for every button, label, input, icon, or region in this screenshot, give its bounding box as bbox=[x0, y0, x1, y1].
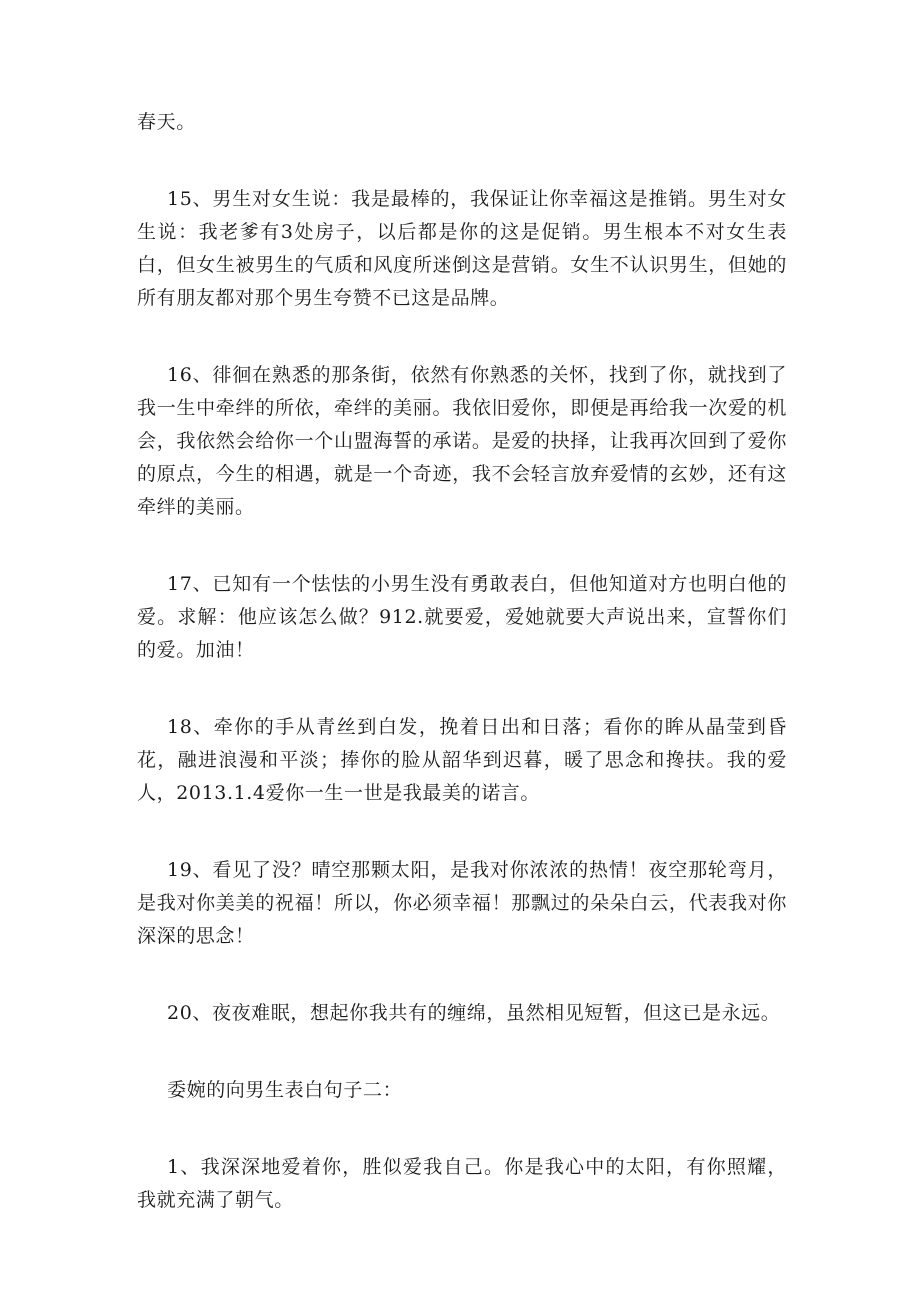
paragraph-continuation: 春天。 bbox=[137, 111, 196, 133]
paragraph-15: 15、男生对女生说：我是最棒的，我保证让你幸福这是推销。男生对女生说：我老爹有3处房子，以后都是你的这是促销。男生根本不对女生表白，但女生被男生的气质和风度所迷倒这是营销。女生不认识男生，但她的所有朋友都对那个男生夸赞不已这是品牌。 bbox=[137, 188, 787, 309]
paragraph-20: 20、夜夜难眠，想起你我共有的缠绵，虽然相见短暂，但这已是永远。 bbox=[167, 1002, 781, 1024]
section-heading: 委婉的向男生表白句子二： bbox=[167, 1079, 403, 1101]
paragraph-17: 17、已知有一个怯怯的小男生没有勇敢表白，但他知道对方也明白他的爱。求解：他应该怎么做？912.就要爱，爱她就要大声说出来，宣誓你们的爱。加油！ bbox=[137, 573, 787, 661]
paragraph-19: 19、看见了没？晴空那颗太阳，是我对你浓浓的热情！夜空那轮弯月，是我对你美美的祝福！所以，你必须幸福！那飘过的朵朵白云，代表我对你深深的思念！ bbox=[137, 859, 787, 947]
document-body bbox=[137, 106, 787, 1261]
paragraph-18: 18、牵你的手从青丝到白发，挽着日出和日落；看你的眸从晶莹到昏花，融进浪漫和平淡；捧你的脸从韶华到迟暮，暖了思念和搀扶。我的爱人，2013.1.4爱你一生一世是我最美的诺言。 bbox=[137, 716, 787, 804]
paragraph-1: 1、我深深地爱着你，胜似爱我自己。你是我心中的太阳，有你照耀，我就充满了朝气。 bbox=[137, 1156, 787, 1211]
paragraph-16: 16、徘徊在熟悉的那条街，依然有你熟悉的关怀，找到了你，就找到了我一生中牵绊的所依，牵绊的美丽。我依旧爱你，即便是再给我一次爱的机会，我依然会给你一个山盟海誓的承诺。是爱的抉择，让我再次回到了爱你的原点，今生的相遇，就是一个奇迹，我不会轻言放弃爱情的玄妙，还有这牵绊的美丽。 bbox=[137, 364, 787, 518]
